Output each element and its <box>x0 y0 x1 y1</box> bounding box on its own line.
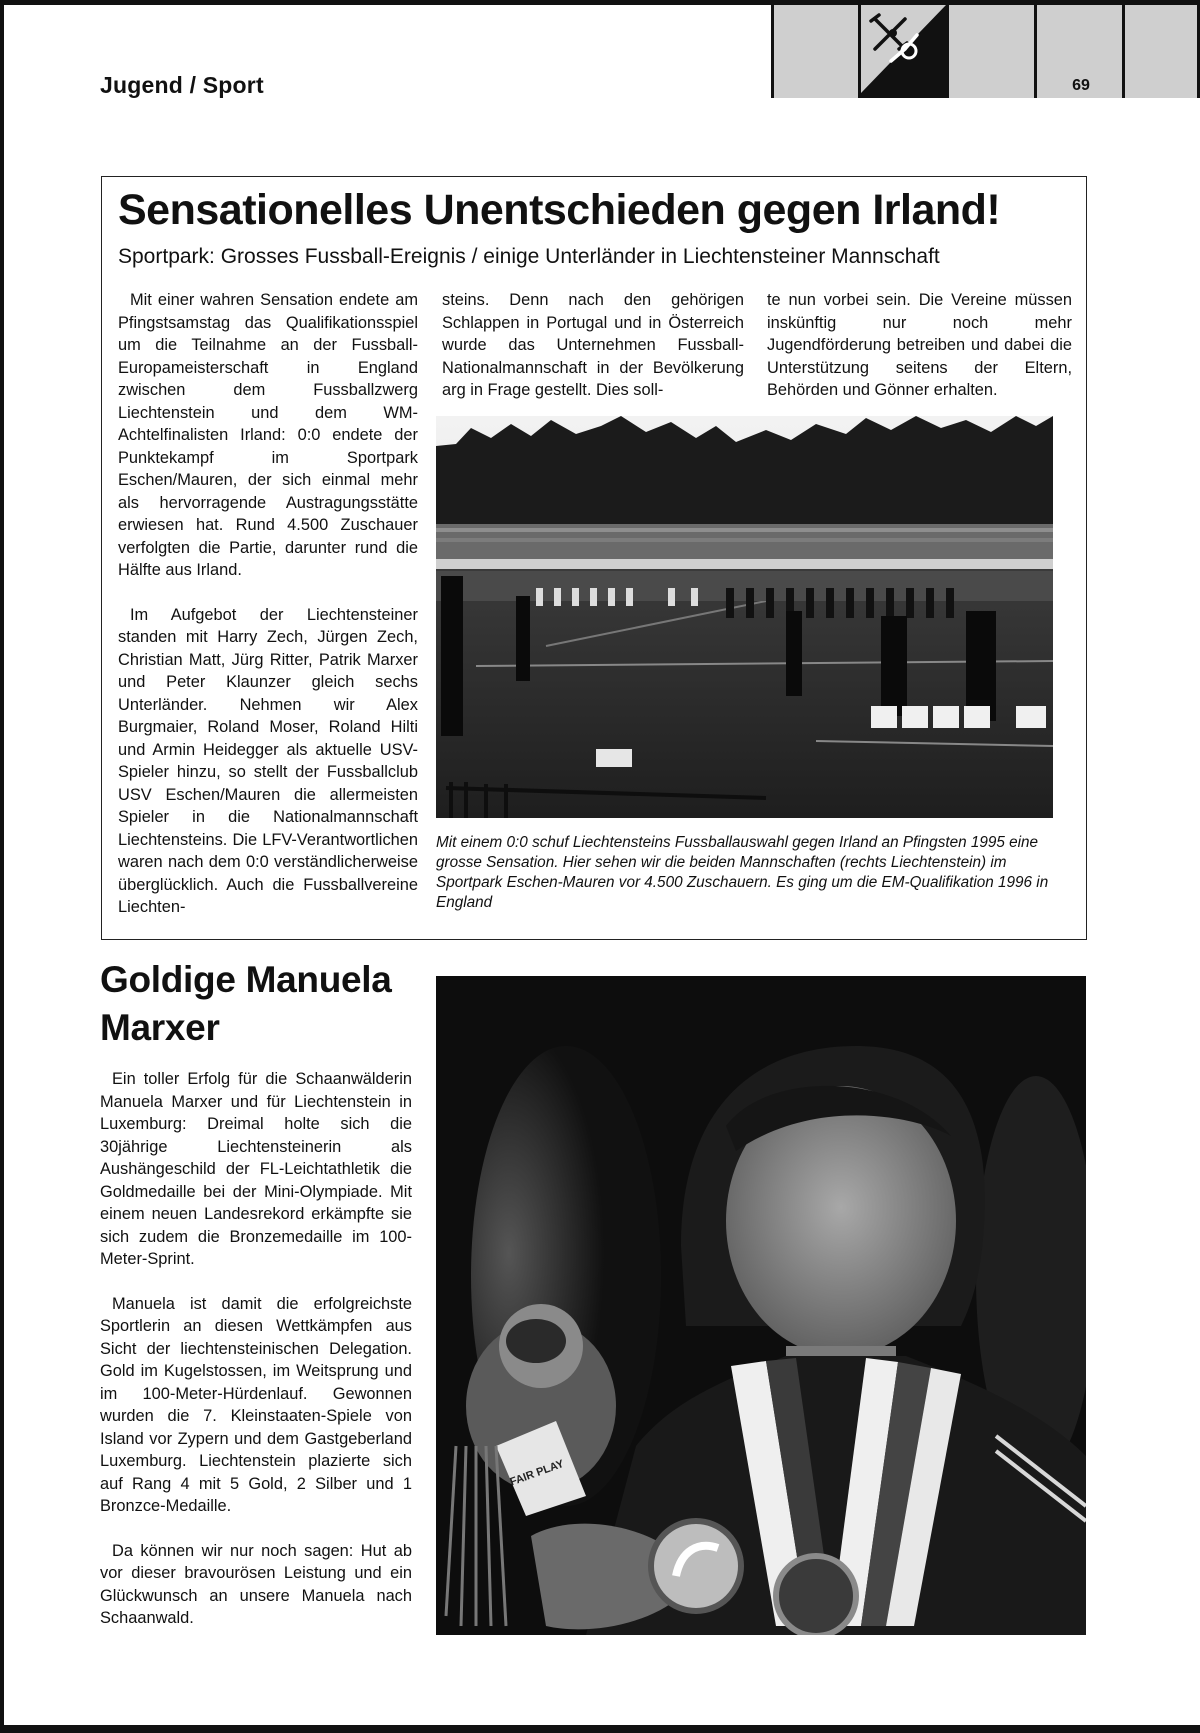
crossed-swords-icon <box>861 5 946 98</box>
article-paragraph: Mit einer wahren Sensation endete am Pfingstsamstag das Qualifikationsspiel um die Teilnahme an der Fussball-Europameisterschaft in England zwischen dem Fussballzwerg Liechtenstein und dem WM-Achtelfinalisten Irland: 0:0 endete der Punktekampf im Sportpark Eschen/Mauren, der sich einmal mehr als hervorragende Austragungsstätte erwiesen hat. Rund 4.500 Zuschauer verfolgten die Partie, darunter rund die Hälfte aus Irland. <box>118 291 418 579</box>
article2-headline: Goldige Manuela Marxer <box>100 959 392 1048</box>
stadium-photo <box>436 416 1053 818</box>
article-column-2 <box>442 289 744 402</box>
article2-column <box>100 1068 412 1630</box>
section-title: Jugend / Sport <box>100 72 264 98</box>
article-headline: Sensationelles Unentschieden gegen Irland! <box>118 186 1001 234</box>
header-tab <box>949 5 1037 98</box>
article-paragraph: Im Aufgebot der Liechtensteiner standen mit Harry Zech, Jürgen Zech, Christian Matt, Jürg Ritter, Patrik Marxer und Peter Klaunzer gleich sechs Unterländer. Nehmen wir Alex Burgmaier, Roland Moser, Roland Hilti und Armin Heidegger als aktuelle USV-Spieler hinzu, so stellt der Fussballclub USV Eschen/Mauren die allermeisten Spieler in die Nationalmannschaft Liechtensteins. Die LFV-Verantwortlichen waren nach dem 0:0 verständlicherweise überglücklich. Auch die Fussballvereine Liechten- <box>118 605 418 916</box>
article-paragraph: steins. Denn nach den gehörigen Schlappen in Portugal und in Österreich wurde das Unternehmen Fussball-Nationalmannschaft in der Bevölkerung arg in Frage gestellt. Dies soll- <box>442 291 744 399</box>
header-tab <box>771 5 861 98</box>
mascot-shirt-text: FAIR PLAY <box>508 1457 566 1489</box>
page-frame-bottom <box>0 1725 1200 1733</box>
article-paragraph: Da können wir nur noch sagen: Hut ab vor dieser bravourösen Leistung und ein Glückwunsch an unsere Manuela nach Schaanwald. <box>100 1541 412 1627</box>
photo-caption: Mit einem 0:0 schuf Liechtensteins Fussballauswahl gegen Irland an Pfingsten 1995 eine grosse Sensation. Hier sehen wir die beiden Mannschaften (rechts Liechtenstein) im Sportpark Eschen-Mauren vor 4.500 Zuschauern. Es ging um die EM-Qualifikation 1996 in England <box>436 834 1049 911</box>
header-tabs <box>771 5 1200 98</box>
article-subheadline: Sportpark: Grosses Fussball-Ereignis / einige Unterländer in Liechtensteiner Mannschaft <box>118 245 940 268</box>
article-paragraph: Manuela ist damit die erfolgreichste Sportlerin an diesen Wettkämpfen aus Sicht der liechtensteinischen Delegation. Gold im Kugelstossen, im Weitsprung und im 100-Meter-Hürdenlauf. Gewonnen wurden die 7. Kleinstaaten-Spiele von Island vor Zypern und dem Gastgeberland Luxemburg. Liechtenstein plazierte sich auf Rang 4 mit 5 Gold, 2 Silber und 1 Bronzce-Medaille. <box>100 1294 412 1515</box>
article-paragraph: te nun vorbei sein. Die Vereine müssen inskünftig nur noch mehr Jugendförderung betreiben und dabei die Unterstützung seitens der Eltern, Behörden und Gönner erhalten. <box>767 291 1072 399</box>
page-number: 69 <box>1072 77 1090 94</box>
page-frame-left <box>0 0 4 1733</box>
article-paragraph: Ein toller Erfolg für die Schaanwälderin Manuela Marxer und für Liechtenstein in Luxemburg: Dreimal holte sich die 30jährige Liechtensteinerin als Aushängeschild der FL-Leichtathletik die Goldmedaille bei der Mini-Olympiade. Mit einem neuen Landesrekord erkämpfte sie sich zudem die Bronzemedaille im 100-Meter-Sprint. <box>100 1070 412 1268</box>
article-column-1 <box>118 289 418 919</box>
header-tab <box>1125 5 1200 98</box>
athlete-photo <box>436 976 1086 1635</box>
header-tab-active <box>861 5 949 98</box>
article-column-3 <box>767 289 1072 402</box>
